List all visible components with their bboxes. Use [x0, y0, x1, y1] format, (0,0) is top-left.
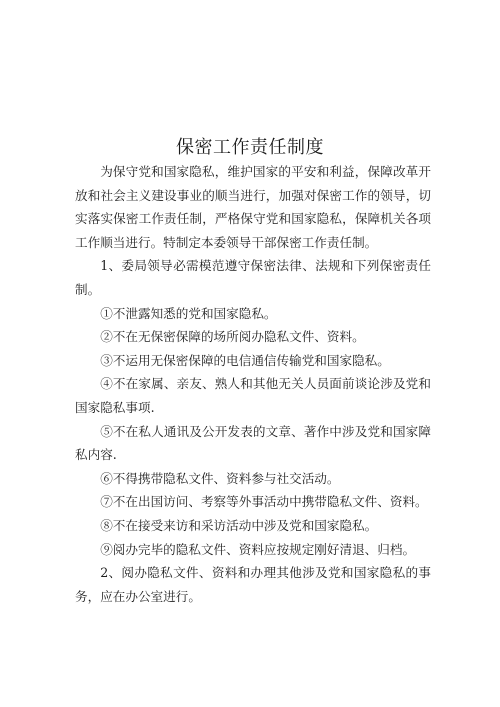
paragraph-rule-4: ④不在家属、亲友、熟人和其他无关人员面前谈论涉及党和国家隐私事项. — [75, 376, 431, 415]
paragraph-rule-2: ②不在无保密保障的场所阅办隐私文件、资料。 — [100, 329, 365, 345]
paragraph-rule-8: ⑧不在接受来访和采访活动中涉及党和国家隐私。 — [100, 517, 378, 533]
paragraph-rule-3: ③不运用无保密保障的电信通信传输党和国家隐私。 — [100, 352, 390, 368]
document-body — [75, 160, 431, 608]
paragraph-item-2: 2、阅办隐私文件、资料和办理其他涉及党和国家隐私的事务，应在办公室进行。 — [75, 565, 431, 604]
paragraph-intro: 为保守党和国家隐私，维护国家的平安和利益，保障改革开放和社会主义建设事业的顺当进行，加强对保密工作的领导，切实落实保密工作责任制，严格保守党和国家隐私，保障机关各项工作顺当进行。特制定本委领导干部保密工作责任制。 — [75, 164, 431, 250]
document-title: 保密工作责任制度 — [176, 137, 324, 158]
paragraph-rule-6: ⑥不得携带隐私文件、资料参与社交活动。 — [100, 470, 340, 486]
paragraph-rule-5: ⑤不在私人通讯及公开发表的文章、著作中涉及党和国家障私内容. — [75, 423, 431, 463]
paragraph-rule-1: ①不泄露知悉的党和国家隐私。 — [100, 305, 277, 321]
paragraph-rule-7: ⑦不在出国访问、考察等外事活动中携带隐私文件、资料。 — [100, 494, 428, 510]
paragraph-item-1: 1、委局领导必需模范遵守保密法律、法规和下列保密责任制。 — [75, 258, 431, 297]
paragraph-rule-9: ⑨阅办完毕的隐私文件、资料应按规定刚好清退、归档。 — [100, 541, 416, 557]
